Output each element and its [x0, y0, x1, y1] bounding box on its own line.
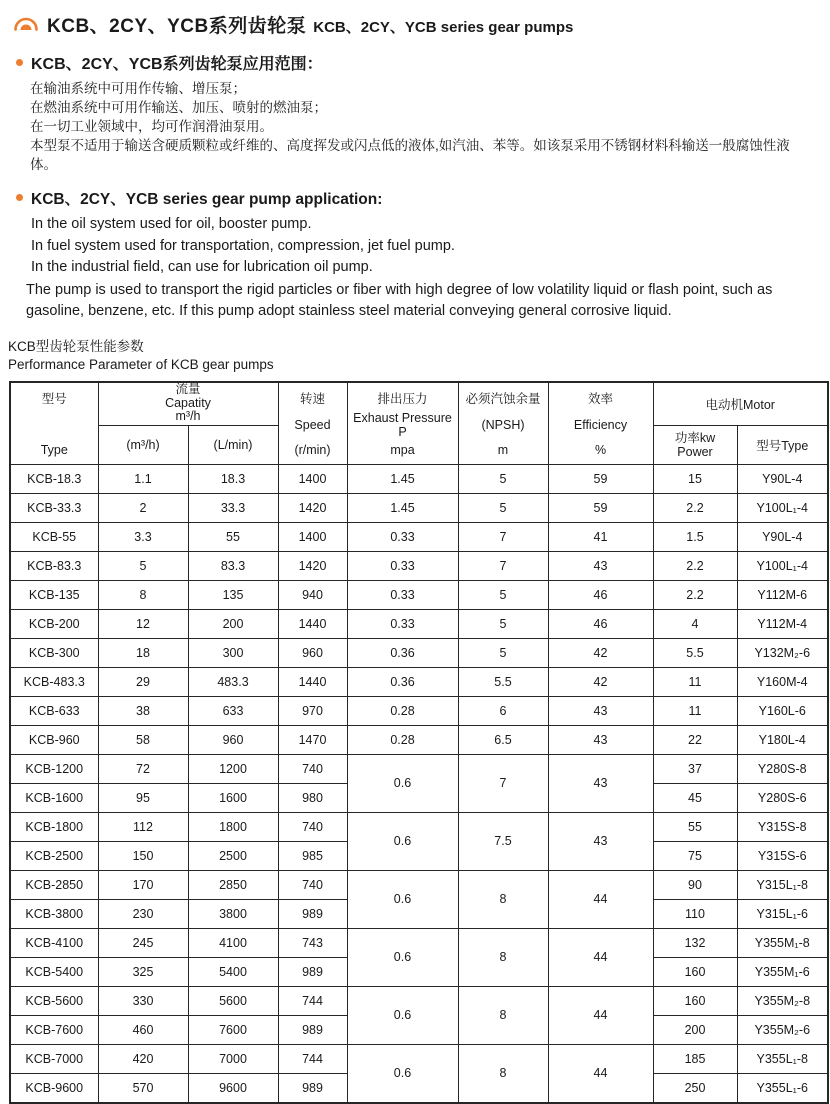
- cell-lmin: 55: [188, 522, 278, 551]
- header-row-1: [10, 382, 828, 426]
- table-row: [10, 638, 828, 667]
- cell-model: KCB-1200: [10, 754, 98, 783]
- cell-pressure: 0.28: [347, 725, 458, 754]
- cell-m3h: 1.1: [98, 464, 188, 493]
- cell-motor: Y100L₁-4: [737, 493, 828, 522]
- cell-model: KCB-7600: [10, 1015, 98, 1044]
- cell-model: KCB-483.3: [10, 667, 98, 696]
- cell-efficiency: 43: [548, 551, 653, 580]
- cell-m3h: 460: [98, 1015, 188, 1044]
- cell-motor: Y160L-6: [737, 696, 828, 725]
- cell-model: KCB-1800: [10, 812, 98, 841]
- cell-npsh-merged: 8: [458, 928, 548, 986]
- cell-pressure: 0.36: [347, 638, 458, 667]
- cell-power: 185: [653, 1044, 737, 1073]
- cell-npsh: 5: [458, 464, 548, 493]
- cell-power: 160: [653, 957, 737, 986]
- header-npsh-unit: m: [497, 443, 509, 457]
- section-body-en: [26, 214, 830, 323]
- cell-m3h: 72: [98, 754, 188, 783]
- table-row: [10, 754, 828, 783]
- cell-power: 15: [653, 464, 737, 493]
- cell-efficiency-merged: 44: [548, 1044, 653, 1103]
- header-speed-en: Speed: [294, 418, 331, 432]
- cell-power: 55: [653, 812, 737, 841]
- cell-efficiency-merged: 44: [548, 986, 653, 1044]
- cell-m3h: 5: [98, 551, 188, 580]
- cell-npsh: 5: [458, 493, 548, 522]
- document-header: [0, 0, 830, 38]
- cell-efficiency: 41: [548, 522, 653, 551]
- table-row: [10, 812, 828, 841]
- cell-motor: Y132M₂-6: [737, 638, 828, 667]
- cell-lmin: 3800: [188, 899, 278, 928]
- table-title: [8, 338, 830, 374]
- cell-power: 4: [653, 609, 737, 638]
- header-npsh-en: (NPSH): [481, 418, 525, 432]
- header-npsh-cn: 必须汽蚀余量: [465, 392, 541, 406]
- table-row: [10, 609, 828, 638]
- cell-power: 75: [653, 841, 737, 870]
- cell-speed: 989: [278, 957, 347, 986]
- table-title-en: Performance Parameter of KCB gear pumps: [8, 356, 274, 372]
- cell-lmin: 483.3: [188, 667, 278, 696]
- cell-motor: Y315S-6: [737, 841, 828, 870]
- table-row: [10, 1044, 828, 1073]
- table-row: [10, 551, 828, 580]
- cell-pressure-merged: 0.6: [347, 928, 458, 986]
- cell-motor: Y315L₁-8: [737, 870, 828, 899]
- cell-m3h: 230: [98, 899, 188, 928]
- cell-lmin: 2850: [188, 870, 278, 899]
- en-line-2: In fuel system used for transportation, compression, jet fuel pump.: [31, 237, 455, 254]
- cell-speed: 989: [278, 1015, 347, 1044]
- cell-motor: Y112M-4: [737, 609, 828, 638]
- cell-speed: 940: [278, 580, 347, 609]
- cell-speed: 989: [278, 899, 347, 928]
- header-speed-unit: (r/min): [294, 443, 331, 457]
- table-row: [10, 928, 828, 957]
- performance-table: [9, 381, 829, 1104]
- cell-power: 2.2: [653, 551, 737, 580]
- cell-pressure-merged: 0.6: [347, 870, 458, 928]
- cell-efficiency: 43: [548, 725, 653, 754]
- cell-model: KCB-135: [10, 580, 98, 609]
- page-title: [47, 11, 573, 38]
- cell-lmin: 135: [188, 580, 278, 609]
- cell-model: KCB-200: [10, 609, 98, 638]
- cell-speed: 743: [278, 928, 347, 957]
- header-efficiency-cn: 效率: [587, 392, 613, 406]
- cell-power: 90: [653, 870, 737, 899]
- cell-model: KCB-4100: [10, 928, 98, 957]
- table-row: [10, 493, 828, 522]
- cell-speed: 1400: [278, 464, 347, 493]
- section-heading-en: [16, 187, 830, 209]
- cn-line-2: 在燃油系统中可用作输送、加压、喷射的燃油泵；: [30, 100, 327, 115]
- cell-m3h: 95: [98, 783, 188, 812]
- cell-lmin: 83.3: [188, 551, 278, 580]
- cell-motor: Y315L₁-6: [737, 899, 828, 928]
- table-row: [10, 696, 828, 725]
- cn-line-1: 在输油系统中可用作传输、增压泵；: [30, 81, 246, 96]
- cell-speed: 985: [278, 841, 347, 870]
- header-pressure-en: Exhaust Pressure P: [353, 411, 452, 439]
- cell-lmin: 1800: [188, 812, 278, 841]
- cell-model: KCB-5400: [10, 957, 98, 986]
- cell-speed: 740: [278, 754, 347, 783]
- cell-speed: 989: [278, 1073, 347, 1103]
- cell-model: KCB-2500: [10, 841, 98, 870]
- cell-npsh: 5: [458, 609, 548, 638]
- cell-model: KCB-83.3: [10, 551, 98, 580]
- bullet-icon: [16, 59, 23, 66]
- cell-lmin: 9600: [188, 1073, 278, 1103]
- cell-efficiency-merged: 43: [548, 812, 653, 870]
- cell-npsh-merged: 8: [458, 1044, 548, 1103]
- header-efficiency-unit: %: [594, 443, 607, 457]
- section-heading-en-text: KCB、2CY、YCB series gear pump application:: [31, 191, 383, 208]
- cell-m3h: 570: [98, 1073, 188, 1103]
- cn-line-3: 在一切工业领域中，均可作润滑油泵用。: [30, 119, 273, 134]
- header-capacity-unit: m³/h: [175, 409, 201, 424]
- cell-npsh: 5: [458, 638, 548, 667]
- cell-motor: Y160M-4: [737, 667, 828, 696]
- cell-speed: 1470: [278, 725, 347, 754]
- cell-npsh: 5.5: [458, 667, 548, 696]
- cell-lmin: 2500: [188, 841, 278, 870]
- cell-pressure: 0.33: [347, 580, 458, 609]
- cell-power: 11: [653, 696, 737, 725]
- cell-model: KCB-5600: [10, 986, 98, 1015]
- cell-pressure: 1.45: [347, 464, 458, 493]
- header-capacity-cn: 流量: [175, 382, 201, 397]
- table-row: [10, 667, 828, 696]
- cell-speed: 1440: [278, 609, 347, 638]
- header-capacity: [98, 382, 278, 426]
- cell-speed: 1420: [278, 493, 347, 522]
- cell-motor: Y90L-4: [737, 464, 828, 493]
- cell-model: KCB-3800: [10, 899, 98, 928]
- section-heading-cn-text: KCB、2CY、YCB系列齿轮泵应用范围：: [31, 56, 323, 73]
- header-efficiency: [548, 382, 653, 465]
- cell-motor: Y355M₂-6: [737, 1015, 828, 1044]
- header-power-cn: 功率kw: [674, 430, 716, 445]
- cell-efficiency: 42: [548, 667, 653, 696]
- cell-efficiency-merged: 44: [548, 928, 653, 986]
- header-pressure-unit: mpa: [390, 443, 415, 457]
- header-motor: 电动机Motor: [653, 382, 828, 426]
- sunrise-arc-icon: [13, 17, 39, 32]
- cell-motor: Y355L₁-6: [737, 1073, 828, 1103]
- cell-model: KCB-300: [10, 638, 98, 667]
- cell-model: KCB-18.3: [10, 464, 98, 493]
- cell-efficiency: 46: [548, 609, 653, 638]
- cell-m3h: 325: [98, 957, 188, 986]
- cell-power: 11: [653, 667, 737, 696]
- cell-model: KCB-2850: [10, 870, 98, 899]
- cell-model: KCB-33.3: [10, 493, 98, 522]
- cell-m3h: 420: [98, 1044, 188, 1073]
- cell-npsh-merged: 8: [458, 986, 548, 1044]
- bullet-icon: [16, 194, 23, 201]
- cell-lmin: 960: [188, 725, 278, 754]
- cell-power: 22: [653, 725, 737, 754]
- cell-efficiency: 42: [548, 638, 653, 667]
- cell-m3h: 3.3: [98, 522, 188, 551]
- cell-power: 45: [653, 783, 737, 812]
- cell-motor: Y355L₁-8: [737, 1044, 828, 1073]
- cell-m3h: 245: [98, 928, 188, 957]
- cell-npsh-merged: 8: [458, 870, 548, 928]
- cell-pressure: 0.33: [347, 551, 458, 580]
- cell-motor: Y90L-4: [737, 522, 828, 551]
- cell-speed: 980: [278, 783, 347, 812]
- cell-lmin: 633: [188, 696, 278, 725]
- cell-motor: Y355M₁-6: [737, 957, 828, 986]
- cell-efficiency-merged: 44: [548, 870, 653, 928]
- section-body-cn: [30, 79, 830, 174]
- cell-power: 250: [653, 1073, 737, 1103]
- cell-npsh-merged: 7.5: [458, 812, 548, 870]
- cell-power: 200: [653, 1015, 737, 1044]
- cell-motor: Y100L₁-4: [737, 551, 828, 580]
- header-power-en: Power: [677, 444, 713, 459]
- header-pressure-cn: 排出压力: [377, 392, 428, 406]
- section-heading-cn: [16, 51, 830, 74]
- cell-m3h: 8: [98, 580, 188, 609]
- table-title-cn: KCB型齿轮泵性能参数: [8, 338, 144, 354]
- cell-motor: Y280S-6: [737, 783, 828, 812]
- cell-npsh: 7: [458, 522, 548, 551]
- cell-speed: 970: [278, 696, 347, 725]
- cell-pressure-merged: 0.6: [347, 754, 458, 812]
- page-title-en: KCB、2CY、YCB series gear pumps: [313, 19, 574, 36]
- cell-motor: Y112M-6: [737, 580, 828, 609]
- cell-npsh: 5: [458, 580, 548, 609]
- cell-m3h: 29: [98, 667, 188, 696]
- cell-model: KCB-960: [10, 725, 98, 754]
- header-capacity-m3h: (m³/h): [98, 425, 188, 464]
- cell-lmin: 33.3: [188, 493, 278, 522]
- cell-model: KCB-1600: [10, 783, 98, 812]
- cell-speed: 744: [278, 1044, 347, 1073]
- en-paragraph: The pump is used to transport the rigid particles or fiber with high degree of low volatility liquid or flash point, such as gasoline, benzene, etc. If this pump adopt stainless steel material conveying general corrosive liquid.: [26, 281, 773, 319]
- cell-lmin: 7000: [188, 1044, 278, 1073]
- table-row: [10, 986, 828, 1015]
- cell-power: 1.5: [653, 522, 737, 551]
- header-pressure: [347, 382, 458, 465]
- cell-motor: Y315S-8: [737, 812, 828, 841]
- header-efficiency-en: Efficiency: [573, 418, 628, 432]
- header-power: [653, 425, 737, 464]
- cell-power: 132: [653, 928, 737, 957]
- cell-speed: 740: [278, 870, 347, 899]
- cell-power: 160: [653, 986, 737, 1015]
- cell-lmin: 18.3: [188, 464, 278, 493]
- header-motor-type: 型号Type: [737, 425, 828, 464]
- cell-m3h: 12: [98, 609, 188, 638]
- cell-lmin: 1200: [188, 754, 278, 783]
- cell-power: 110: [653, 899, 737, 928]
- cell-pressure: 0.33: [347, 522, 458, 551]
- cell-speed: 1440: [278, 667, 347, 696]
- cell-speed: 740: [278, 812, 347, 841]
- header-type: [10, 382, 98, 465]
- table-row: [10, 522, 828, 551]
- cell-npsh: 6.5: [458, 725, 548, 754]
- cell-efficiency: 46: [548, 580, 653, 609]
- header-type-cn: 型号: [41, 392, 67, 406]
- cell-power: 5.5: [653, 638, 737, 667]
- cell-npsh-merged: 7: [458, 754, 548, 812]
- cell-m3h: 112: [98, 812, 188, 841]
- en-line-1: In the oil system used for oil, booster pump.: [31, 216, 312, 232]
- en-line-3: In the industrial field, can use for lubrication oil pump.: [31, 259, 373, 275]
- cell-npsh: 7: [458, 551, 548, 580]
- header-capacity-en: Capatity: [165, 395, 211, 410]
- page-title-cn: KCB、2CY、YCB系列齿轮泵: [47, 16, 307, 37]
- cell-lmin: 1600: [188, 783, 278, 812]
- cell-power: 2.2: [653, 580, 737, 609]
- cell-lmin: 5400: [188, 957, 278, 986]
- cell-m3h: 38: [98, 696, 188, 725]
- cell-model: KCB-9600: [10, 1073, 98, 1103]
- cell-pressure: 0.28: [347, 696, 458, 725]
- cell-model: KCB-7000: [10, 1044, 98, 1073]
- table-row: [10, 580, 828, 609]
- table-row: [10, 464, 828, 493]
- cell-npsh: 6: [458, 696, 548, 725]
- cell-speed: 1400: [278, 522, 347, 551]
- cell-power: 2.2: [653, 493, 737, 522]
- cell-pressure-merged: 0.6: [347, 1044, 458, 1103]
- cell-motor: Y355M₁-8: [737, 928, 828, 957]
- cell-lmin: 200: [188, 609, 278, 638]
- cell-speed: 1420: [278, 551, 347, 580]
- cell-motor: Y280S-8: [737, 754, 828, 783]
- cell-model: KCB-633: [10, 696, 98, 725]
- cn-paragraph: 本型泵不适用于输送含硬质颗粒或纤维的、高度挥发或闪点低的液体,如汽油、苯等。如该泵采用不锈钢材料科输送一般腐蚀性液体。: [30, 138, 790, 172]
- cell-m3h: 2: [98, 493, 188, 522]
- cell-power: 37: [653, 754, 737, 783]
- cell-pressure: 1.45: [347, 493, 458, 522]
- cell-m3h: 330: [98, 986, 188, 1015]
- cell-lmin: 5600: [188, 986, 278, 1015]
- header-speed-cn: 转速: [299, 392, 325, 406]
- cell-m3h: 58: [98, 725, 188, 754]
- cell-speed: 960: [278, 638, 347, 667]
- cell-speed: 744: [278, 986, 347, 1015]
- header-type-en: Type: [40, 443, 68, 457]
- cell-m3h: 150: [98, 841, 188, 870]
- cell-model: KCB-55: [10, 522, 98, 551]
- header-speed: [278, 382, 347, 465]
- cell-motor: Y355M₂-8: [737, 986, 828, 1015]
- cell-lmin: 4100: [188, 928, 278, 957]
- cell-pressure-merged: 0.6: [347, 986, 458, 1044]
- header-capacity-lmin: (L/min): [188, 425, 278, 464]
- header-npsh: [458, 382, 548, 465]
- cell-efficiency: 59: [548, 493, 653, 522]
- cell-pressure-merged: 0.6: [347, 812, 458, 870]
- cell-m3h: 170: [98, 870, 188, 899]
- cell-efficiency: 59: [548, 464, 653, 493]
- table-row: [10, 870, 828, 899]
- cell-pressure: 0.36: [347, 667, 458, 696]
- cell-efficiency-merged: 43: [548, 754, 653, 812]
- cell-lmin: 300: [188, 638, 278, 667]
- table-row: [10, 725, 828, 754]
- cell-motor: Y180L-4: [737, 725, 828, 754]
- cell-m3h: 18: [98, 638, 188, 667]
- cell-efficiency: 43: [548, 696, 653, 725]
- cell-lmin: 7600: [188, 1015, 278, 1044]
- cell-pressure: 0.33: [347, 609, 458, 638]
